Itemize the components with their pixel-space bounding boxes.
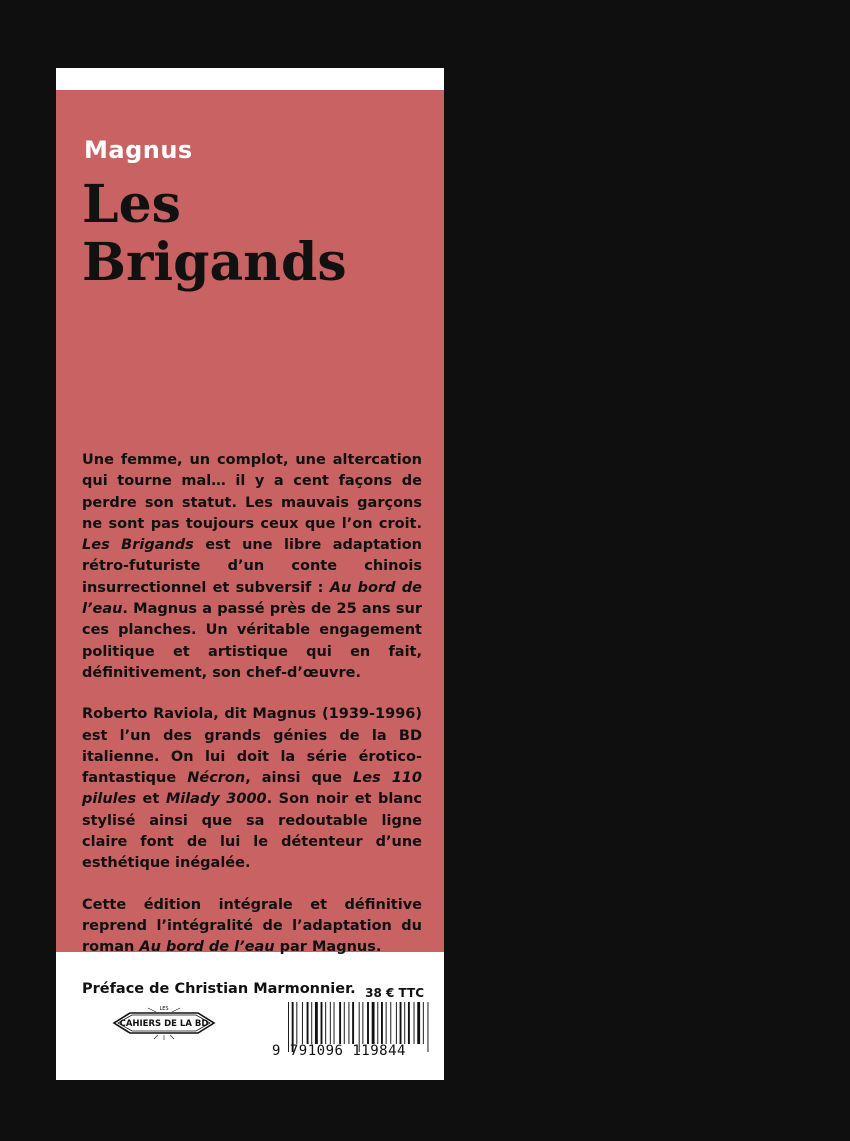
- price-label: 38 € TTC: [365, 986, 424, 1000]
- barcode-bar: [302, 1002, 303, 1044]
- blurb-paragraph-1: [82, 450, 422, 684]
- barcode-bar: [396, 1002, 397, 1044]
- italic-run: Au bord de l’eau: [82, 579, 422, 618]
- barcode-bar: [390, 1002, 391, 1044]
- author-name: Magnus: [84, 136, 193, 164]
- blurb-paragraph-2: [82, 704, 422, 874]
- barcode-bar: [315, 1002, 318, 1044]
- book-title-line-1: Les: [82, 174, 181, 235]
- barcode-bar: [296, 1002, 297, 1044]
- barcode-bar: [311, 1002, 312, 1044]
- barcode-bar: [321, 1002, 323, 1044]
- italic-run: Milady 3000: [165, 791, 267, 808]
- barcode-bar: [307, 1002, 309, 1044]
- text-run: . Magnus a passé près de 25 ans sur ces planches. Un véritable engagement politique et artistique qui en fait, définitivement, son chef-d’œuvre.: [82, 601, 422, 681]
- italic-run: Les Brigands: [82, 537, 194, 554]
- blurb-paragraph-3: [82, 895, 422, 959]
- barcode-bar: [339, 1002, 341, 1044]
- publisher-logo-top-text: LES: [159, 1006, 169, 1012]
- barcode-bar: [377, 1002, 378, 1044]
- barcode-bar: [334, 1002, 335, 1044]
- italic-run: Les 110 pilules: [82, 770, 422, 808]
- text-run: Une femme, un complot, une altercation qui tourne mal… il y a cent façons de perdre son statut. Les mauvais garçons ne sont pas toujours ceux que l’on croit.: [82, 452, 422, 532]
- barcode-bar: [414, 1002, 415, 1044]
- publisher-logo: [108, 1003, 220, 1043]
- italic-run: Au bord de l’eau: [139, 939, 275, 956]
- barcode-bar: [344, 1002, 345, 1044]
- barcode-bar: [372, 1002, 375, 1044]
- barcode-bar: [367, 1002, 369, 1044]
- barcode-bar: [325, 1002, 326, 1044]
- preface-credit: Préface de Christian Marmonnier.: [82, 980, 356, 997]
- back-cover: [56, 68, 444, 1080]
- text-run: Roberto Raviola, dit Magnus (1939-1996) est l’un des grands génies de la BD italienne. On lui doit la série érotico-fantastique: [82, 706, 422, 787]
- barcode-bar: [400, 1002, 402, 1044]
- barcode-bar: [352, 1002, 354, 1044]
- text-run: . Son noir et blanc stylisé ainsi que sa redoutable ligne claire font de lui le détenteur d’une esthétique inégalée.: [82, 791, 423, 872]
- barcode-bar: [330, 1002, 331, 1044]
- text-run: Cette édition intégrale et définitive reprend l’intégralité de l’adaptation du roman: [82, 896, 422, 956]
- blurb: [82, 450, 422, 1020]
- text-run: par Magnus.: [274, 939, 382, 956]
- publisher-logo-text: CAHIERS DE LA BD: [119, 1019, 209, 1029]
- book-title: [82, 176, 347, 292]
- barcode-bar: [417, 1002, 420, 1044]
- barcode-bar: [404, 1002, 405, 1044]
- text-run: est une libre adaptation rétro-futuriste d’un conte chinois insurrectionnel et subversif :: [82, 537, 422, 596]
- barcode-bar: [381, 1002, 383, 1044]
- barcode-bar: [386, 1002, 387, 1044]
- italic-run: Nécron: [187, 770, 246, 787]
- barcode-bar: [408, 1002, 410, 1044]
- barcode-bar: [362, 1002, 363, 1044]
- barcode-bar: [348, 1002, 349, 1044]
- text-run: , ainsi que: [245, 770, 353, 787]
- book-title-line-2: Brigands: [82, 232, 347, 293]
- text-run: et: [136, 791, 166, 808]
- barcode-bar: [423, 1002, 424, 1044]
- barcode-digits: 9 791096 119844: [272, 1043, 406, 1059]
